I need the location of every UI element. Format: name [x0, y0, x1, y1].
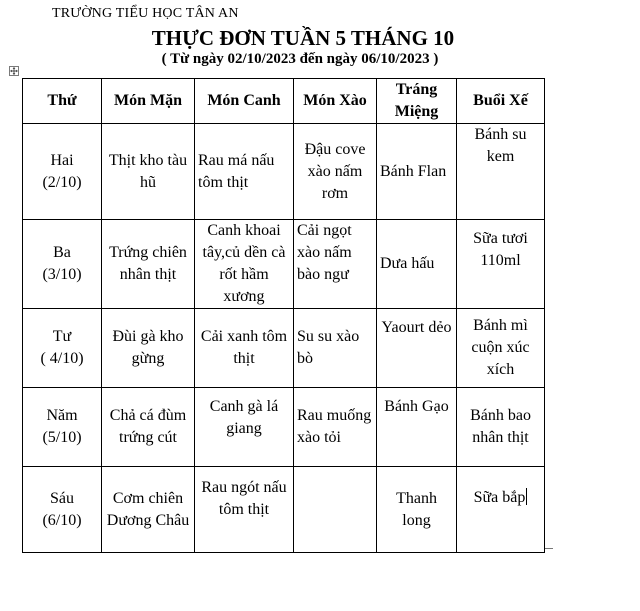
day-date: (5/10)	[42, 429, 82, 446]
header-trang-mieng: Tráng Miệng	[377, 79, 457, 124]
mon-man-cell: Cơm chiên Dương Châu	[102, 467, 195, 553]
trang-mieng-cell: Bánh Flan	[377, 124, 457, 220]
day-name: Năm	[46, 407, 78, 424]
mon-xao-cell: Cải ngọt xào nấm bào ngư	[294, 220, 377, 309]
table-row	[23, 467, 545, 553]
table-row	[23, 309, 545, 388]
mon-xao-cell: Đậu cove xào nấm rơm	[294, 124, 377, 220]
school-name: TRƯỜNG TIỂU HỌC TÂN AN	[52, 6, 239, 21]
mon-canh-cell: Canh gà lá giang	[195, 388, 294, 467]
trang-mieng-cell: Yaourt dẻo	[377, 309, 457, 388]
buoi-xe-cell: Bánh su kem	[457, 124, 545, 220]
table-move-handle-icon[interactable]	[9, 66, 19, 76]
day-cell	[23, 124, 102, 220]
trang-mieng-cell: Thanh long	[377, 467, 457, 553]
header-mon-xao: Món Xào	[294, 79, 377, 124]
table-end-mark	[545, 548, 553, 549]
buoi-xe-cell: Bánh bao nhân thịt	[457, 388, 545, 467]
mon-canh-cell: Rau ngót nấu tôm thịt	[195, 467, 294, 553]
mon-xao-cell	[294, 467, 377, 553]
mon-man-cell: Chả cá đùm trứng cút	[102, 388, 195, 467]
mon-man-cell: Thịt kho tàu hũ	[102, 124, 195, 220]
date-range: ( Từ ngày 02/10/2023 đến ngày 06/10/2023 )	[161, 51, 439, 67]
table-row	[23, 124, 545, 220]
mon-xao-cell: Su su xào bò	[294, 309, 377, 388]
trang-mieng-cell: Bánh Gạo	[377, 388, 457, 467]
menu-table	[22, 78, 545, 553]
buoi-xe-cell: Bánh mì cuộn xúc xích	[457, 309, 545, 388]
mon-xao-cell: Rau muống xào tỏi	[294, 388, 377, 467]
header-mon-man: Món Mặn	[102, 79, 195, 124]
table-row	[23, 220, 545, 309]
mon-man-cell: Đùi gà kho gừng	[102, 309, 195, 388]
header-thu: Thứ	[23, 79, 102, 124]
mon-man-cell: Trứng chiên nhân thịt	[102, 220, 195, 309]
day-name: Tư	[52, 328, 72, 345]
header-mon-canh: Món Canh	[195, 79, 294, 124]
mon-canh-cell: Rau má nấu tôm thịt	[195, 124, 294, 220]
day-date: (2/10)	[42, 173, 82, 191]
mon-canh-cell: Cải xanh tôm thịt	[195, 309, 294, 388]
day-date: (3/10)	[42, 266, 82, 283]
day-date: ( 4/10)	[40, 350, 84, 367]
day-name: Sáu	[50, 489, 74, 507]
mon-canh-cell: Canh khoai tây,củ dền cà rốt hầm xương	[195, 220, 294, 309]
day-cell	[23, 220, 102, 309]
header-buoi-xe: Buổi Xế	[457, 79, 545, 124]
header-row	[23, 79, 545, 124]
buoi-xe-cell: Sữa tươi 110ml	[457, 220, 545, 309]
trang-mieng-cell: Dưa hấu	[377, 220, 457, 309]
day-date: (6/10)	[42, 511, 82, 529]
day-cell	[23, 467, 102, 553]
buoi-xe-cell[interactable]	[457, 467, 545, 553]
day-cell	[23, 309, 102, 388]
table-row	[23, 388, 545, 467]
day-name: Ba	[53, 244, 71, 261]
buoi-xe-text: Sữa bắp	[473, 489, 526, 506]
day-name: Hai	[50, 151, 74, 169]
day-cell	[23, 388, 102, 467]
menu-title: THỰC ĐƠN TUẦN 5 THÁNG 10	[151, 26, 455, 50]
text-cursor	[526, 488, 527, 505]
